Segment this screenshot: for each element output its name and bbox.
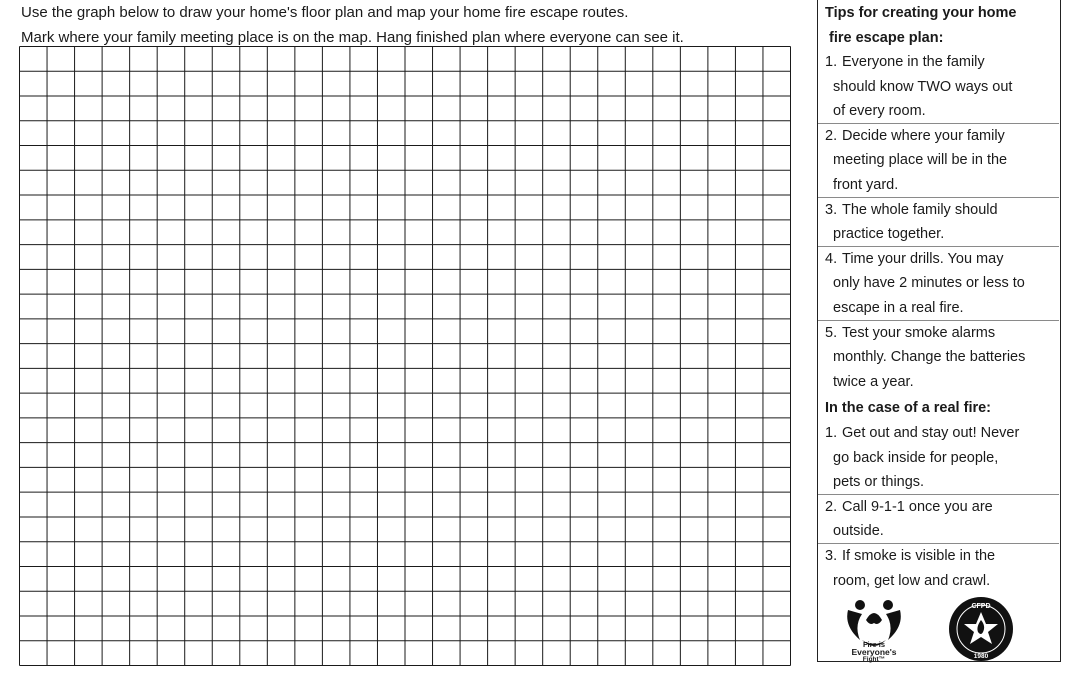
campaign-logo-text-3: Fight™	[862, 656, 886, 663]
floor-plan-graph-grid[interactable]	[19, 46, 791, 666]
real-fire-item-line: go back inside for people,	[833, 449, 999, 466]
real-fire-item-number: 3.	[825, 548, 838, 564]
real-fire-heading: In the case of a real fire:	[825, 400, 992, 416]
tip-item-line: Decide where your family	[842, 127, 1005, 144]
campaign-logo-text-1: Fire is	[862, 640, 886, 649]
real-fire-divider	[818, 543, 1059, 544]
tip-item-line: Everyone in the family	[842, 54, 985, 70]
tips-heading-line-2: fire escape plan:	[829, 30, 944, 46]
real-fire-item-line: If smoke is visible in the	[842, 548, 996, 564]
tip-item-number: 3.	[825, 201, 838, 218]
badge-year-text: 1980	[973, 653, 989, 660]
tip-item-line: escape in a real fire.	[833, 300, 964, 316]
tip-divider	[818, 320, 1059, 321]
tip-divider	[818, 246, 1059, 247]
tip-item-number: 2.	[825, 127, 838, 144]
fire-department-badge-icon	[948, 596, 1014, 662]
campaign-logo-text-2: Everyone's	[851, 647, 897, 657]
instruction-line-1: Use the graph below to draw your home's floor plan and map your home fire escape routes.	[21, 4, 629, 21]
real-fire-item-line: room, get low and crawl.	[833, 572, 991, 589]
tip-item-line: Test your smoke alarms	[842, 324, 996, 341]
tip-item-line: The whole family should	[842, 201, 998, 218]
tip-divider	[818, 123, 1059, 124]
tip-item-number: 1.	[825, 54, 838, 70]
tip-item-number: 4.	[825, 250, 838, 267]
real-fire-item-line: Get out and stay out! Never	[842, 425, 1020, 441]
tip-item-line: only have 2 minutes or less to	[833, 275, 1025, 292]
real-fire-item-line: Call 9-1-1 once you are	[842, 498, 993, 515]
tip-item-line: Time your drills. You may	[842, 250, 1004, 267]
tip-item-line: practice together.	[833, 226, 945, 243]
tip-item-line: meeting place will be in the	[833, 152, 1008, 169]
real-fire-item-number: 1.	[825, 425, 838, 441]
tip-item-line: twice a year.	[833, 373, 914, 390]
instruction-line-2: Mark where your family meeting place is on the map. Hang finished plan where everyone can see it.	[21, 29, 684, 46]
real-fire-divider	[818, 494, 1059, 495]
real-fire-item-line: outside.	[833, 523, 884, 540]
badge-top-text: CFPD	[971, 603, 991, 610]
real-fire-item-line: pets or things.	[833, 474, 925, 491]
tip-item-line: monthly. Change the batteries	[833, 349, 1026, 366]
tips-heading-line-1: Tips for creating your home	[825, 5, 1017, 21]
tip-item-line: of every room.	[833, 103, 926, 120]
tip-item-line: should know TWO ways out	[833, 78, 1013, 95]
tip-item-line: front yard.	[833, 177, 899, 193]
tip-divider	[818, 197, 1059, 198]
tip-item-number: 5.	[825, 324, 838, 341]
real-fire-item-number: 2.	[825, 498, 838, 515]
